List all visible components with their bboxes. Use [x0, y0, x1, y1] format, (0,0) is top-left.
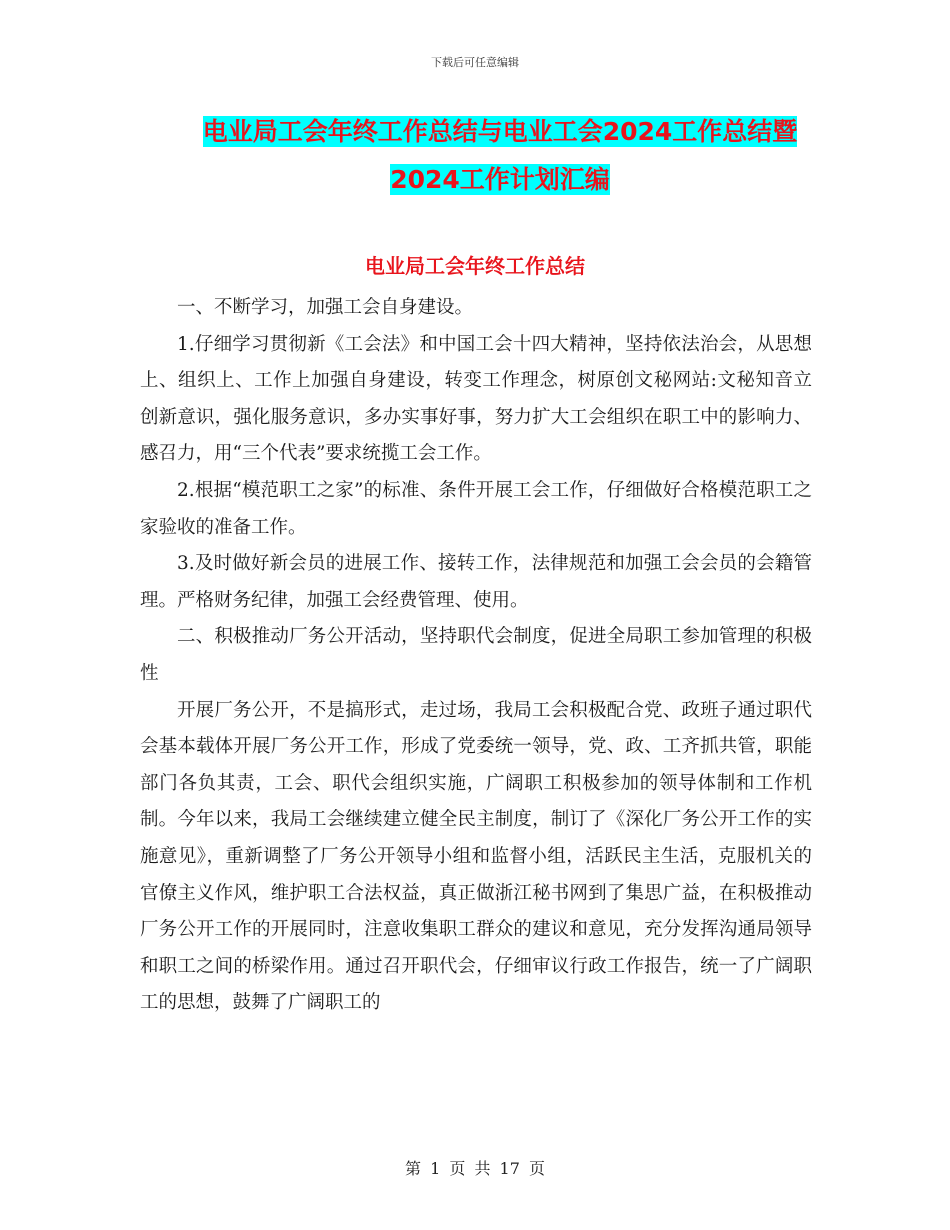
paragraph-item-3: 3.及时做好新会员的进展工作、接转工作，法律规范和加强工会会员的会籍管理。严格财务纪律，加强工会经费管理、使用。 — [140, 553, 812, 611]
page-header-note: 下载后可任意编辑 — [431, 56, 519, 69]
document-title-line-2: 2024工作计划汇编 — [390, 165, 610, 194]
paragraph-item-2: 2.根据“模范职工之家”的标准、条件开展工会工作，仔细做好合格模范职工之家验收的准备工作。 — [140, 479, 812, 538]
document-title-line-1: 电业局工会年终工作总结与电业工会2024工作总结暨 — [202, 117, 798, 146]
paragraph-heading-2: 二、积极推动厂务公开活动，坚持职代会制度，促进全局职工参加管理的积极性 — [140, 626, 812, 684]
document-body — [140, 290, 812, 1022]
section-title: 电业局工会年终工作总结 — [365, 254, 585, 278]
paragraph-body: 开展厂务公开，不是搞形式，走过场，我局工会积极配合党、政班子通过职代会基本载体开展厂务公开工作，形成了党委统一领导，党、政、工齐抓共管，职能部门各负其责，工会、职代会组织实施，广阔职工积极参加的领导体制和工作机制。今年以来，我局工会继续建立健全民主制度，制订了《深化厂务公开工作的实施意见》，重新调整了厂务公开领导小组和监督小组，活跃民主生活，克服机关的官僚主义作风，维护职工合法权益，真正做浙江秘书网到了集思广益，在积极推动厂务公开工作的开展同时，注意收集职工群众的建议和意见，充分发挥沟通局领导和职工之间的桥梁作用。通过召开职代会，仔细审议行政工作报告，统一了广阔职工的思想，鼓舞了广阔职工的 — [140, 699, 812, 1014]
page-number: 第 1 页 共 17 页 — [405, 1159, 545, 1178]
paragraph-heading-1: 一、不断学习，加强工会自身建设。 — [177, 297, 474, 318]
paragraph-item-1: 1.仔细学习贯彻新《工会法》和中国工会十四大精神，坚持依法治会，从思想上、组织上、工作上加强自身建设，转变工作理念，树原创文秘网站:文秘知音立创新意识，强化服务意识，多办实事好事，努力扩大工会组织在职工中的影响力、感召力，用“三个代表”要求统揽工会工作。 — [140, 333, 812, 465]
document-title — [140, 108, 860, 204]
